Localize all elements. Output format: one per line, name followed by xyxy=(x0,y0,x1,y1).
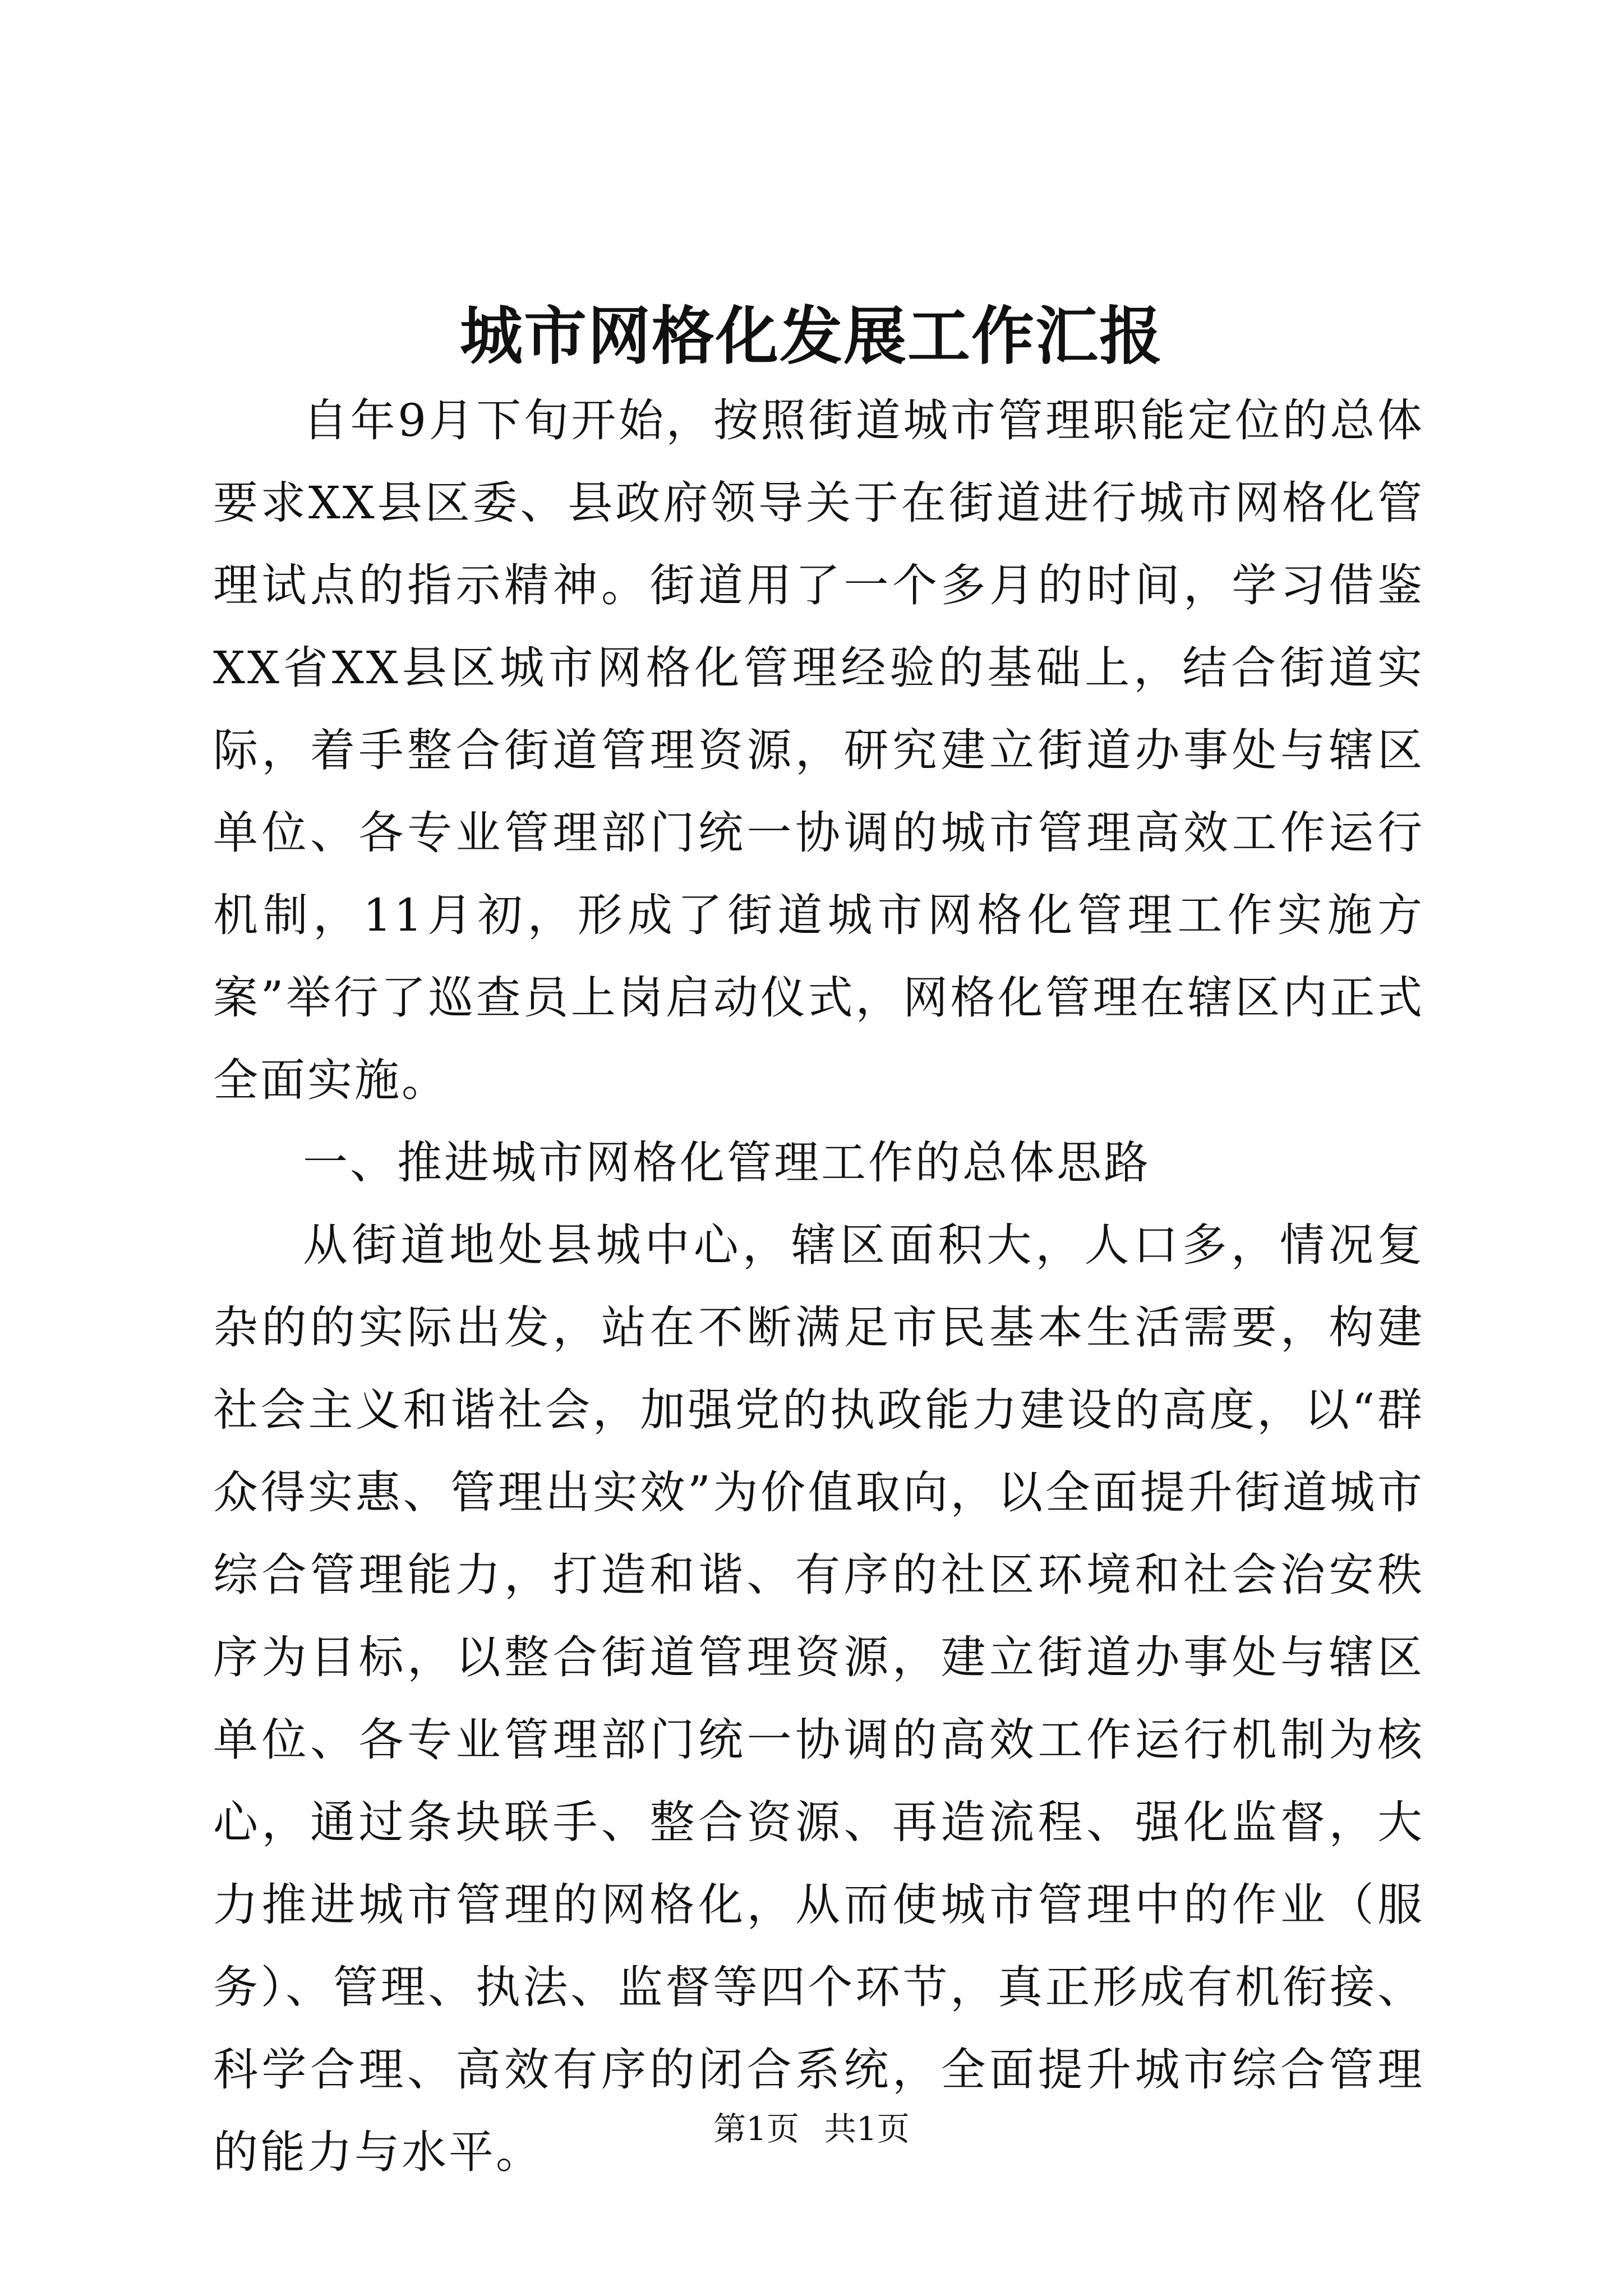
page-number: 第1页 xyxy=(713,2110,799,2148)
section-heading: 一、推进城市网格化管理工作的总体思路 xyxy=(303,1137,1151,1189)
page-footer xyxy=(0,2106,1623,2151)
document-body xyxy=(213,379,1424,2193)
document-title: 城市网格化发展工作汇报 xyxy=(460,300,1163,373)
page-total: 共1页 xyxy=(824,2110,910,2148)
section-paragraph: 从街道地处县城中心，辖区面积大，人口多，情况复杂的的实际出发，站在不断满足市民基本生活需要，构建社会主义和谐社会，加强党的执政能力建设的高度，以“群众得实惠、管理出实效”为价值取向，以全面提升街道城市综合管理能力，打造和谐、有序的社区环境和社会治安秩序为目标，以整合街道管理资源，建立街道办事处与辖区单位、各专业管理部门统一协调的高效工作运行机制为核心，通过条块联手、整合资源、再造流程、强化监督，大力推进城市管理的网格化，从而使城市管理中的作业（服务）、管理、执法、监督等四个环节，真正形成有机衔接、科学合理、高效有序的闭合系统，全面提升城市综合管理的能力与水平。 xyxy=(213,1219,1424,2178)
intro-paragraph: 自年9月下旬开始，按照街道城市管理职能定位的总体要求XX县区委、县政府领导关于在街道进行城市网格化管理试点的指示精神。街道用了一个多月的时间，学习借鉴XX省XX县区城市网格化管理经验的基础上，结合街道实际，着手整合街道管理资源，研究建立街道办事处与辖区单位、各专业管理部门统一协调的城市管理高效工作运行机制，11月初，形成了街道城市网格化管理工作实施方案”举行了巡查员上岗启动仪式，网格化管理在辖区内正式全面实施。 xyxy=(213,394,1424,1106)
